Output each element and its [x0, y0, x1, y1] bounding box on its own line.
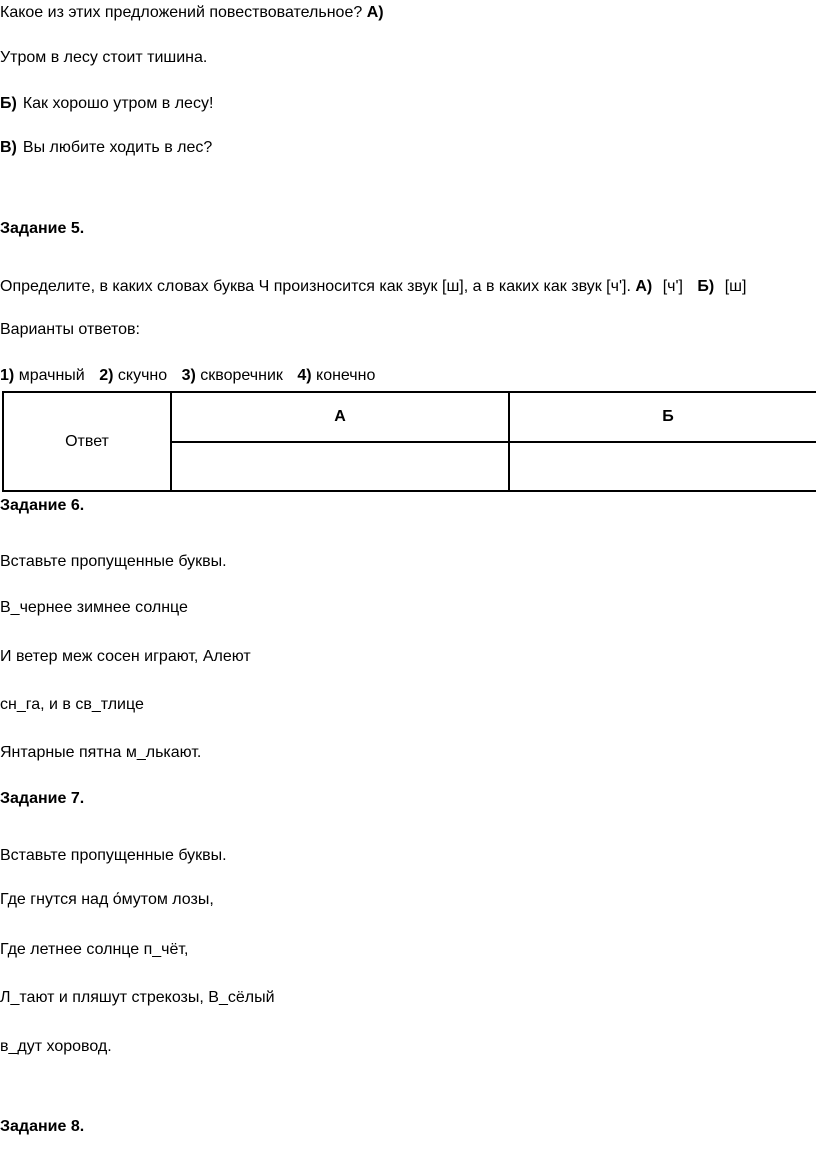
option-marker-c: В) — [0, 139, 17, 156]
task5-sound-a: [ч'] — [662, 278, 683, 295]
variant-number: 1) — [0, 367, 15, 384]
task7-poem-line: Л_тают и пляшут стрекозы, В_сёлый — [0, 989, 275, 1006]
task5-sound-b: [ш] — [724, 278, 747, 295]
task6-poem-line: В_чернее зимнее солнце — [0, 599, 188, 616]
task6-heading: Задание 6. — [0, 497, 85, 514]
task8-heading: Задание 8. — [0, 1118, 85, 1135]
task7-heading: Задание 7. — [0, 790, 85, 807]
option-c-text: Вы любите ходить в лес? — [22, 139, 213, 156]
task6-poem-line: И ветер меж сосен играют, Алеют — [0, 648, 251, 665]
task5-prompt-line — [0, 277, 746, 297]
answer-column-b-header: Б — [509, 392, 816, 442]
variant-number: 2) — [99, 367, 114, 384]
task7-poem-line: Где гнутся над о́мутом лозы, — [0, 891, 214, 908]
variant-number: 3) — [181, 367, 196, 384]
variant-word: мрачный — [18, 367, 85, 384]
answer-cell-b[interactable] — [509, 442, 816, 492]
task5-heading: Задание 5. — [0, 220, 85, 237]
variants-list — [0, 366, 375, 386]
task6-poem-line: сн_га, и в св_тлице — [0, 696, 144, 713]
variant-number: 4) — [297, 367, 312, 384]
variant-word: скворечник — [200, 367, 283, 384]
option-b-line — [0, 94, 213, 114]
task6-poem-line: Янтарные пятна м_лькают. — [0, 744, 202, 761]
task7-instruction: Вставьте пропущенные буквы. — [0, 847, 227, 864]
task5-marker-a: А) — [635, 278, 653, 295]
option-marker-b: Б) — [0, 95, 17, 112]
variant-word: конечно — [316, 367, 376, 384]
variants-label: Варианты ответов: — [0, 321, 140, 338]
task7-poem-line: Где летнее солнце п_чёт, — [0, 941, 189, 958]
question-text: Какое из этих предложений повествовательное? — [0, 4, 363, 21]
answer-table — [2, 391, 816, 492]
option-c-line — [0, 138, 212, 158]
task6-instruction: Вставьте пропущенные буквы. — [0, 553, 227, 570]
task5-prompt: Определите, в каких словах буква Ч произносится как звук [ш], а в каких как звук [ч']. — [0, 278, 631, 295]
option-a-text: Утром в лесу стоит тишина. — [0, 49, 208, 66]
task7-poem-line: в_дут хоровод. — [0, 1038, 112, 1055]
variant-word: скучно — [117, 367, 168, 384]
task5-marker-b: Б) — [697, 278, 715, 295]
question-line — [0, 3, 384, 23]
answer-cell-a[interactable] — [171, 442, 509, 492]
answer-column-a-header: А — [171, 392, 509, 442]
option-marker-a: А) — [366, 4, 384, 21]
answer-row-label: Ответ — [3, 392, 171, 491]
option-b-text: Как хорошо утром в лесу! — [22, 95, 214, 112]
